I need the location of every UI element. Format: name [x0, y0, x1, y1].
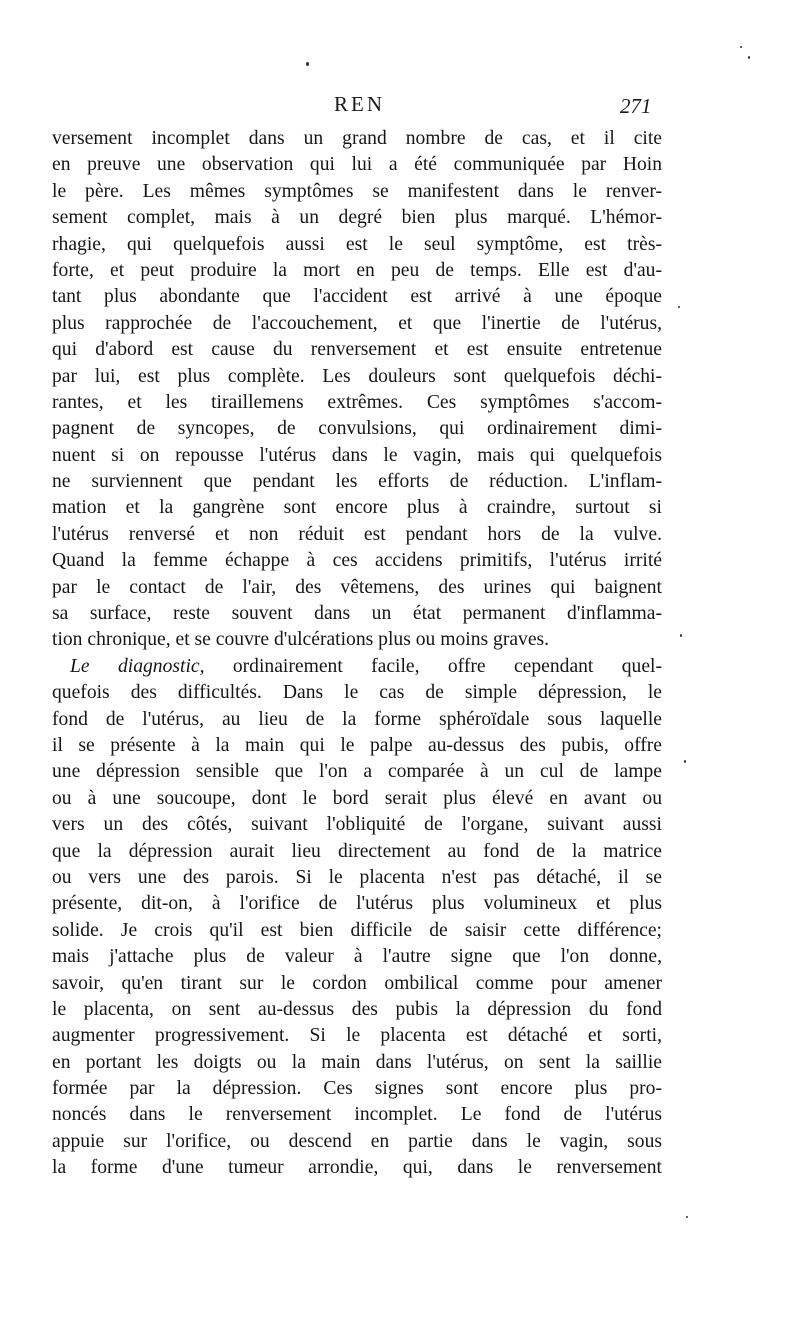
text-line: fond de l'utérus, au lieu de la forme sphéroïdale sous laquelle: [52, 708, 662, 730]
text-line: formée par la dépression. Ces signes sont encore plus pro-: [52, 1078, 662, 1100]
text-line: que la dépression aurait lieu directement au fond de la matrice: [52, 840, 662, 862]
paragraph-lead: Le diagnostic,: [70, 655, 205, 677]
text-line: ne surviennent que pendant les efforts de réduction. L'inflam-: [52, 471, 662, 493]
text-line: forte, et peut produire la mort en peu de temps. Elle est d'au-: [52, 259, 662, 281]
running-head: REN: [334, 92, 385, 116]
text-line: le placenta, on sent au-dessus des pubis la dépression du fond: [52, 998, 662, 1020]
text-line: pagnent de syncopes, de convulsions, qui ordinairement dimi-: [52, 418, 662, 440]
scan-speck: [684, 760, 686, 763]
scan-speck: [686, 1216, 688, 1218]
scan-speck: [306, 62, 309, 66]
text-line: appuie sur l'orifice, ou descend en partie dans le vagin, sous: [52, 1130, 662, 1152]
text-line: nuent si on repousse l'utérus dans le vagin, mais qui quelquefois: [52, 444, 662, 466]
text-line: Quand la femme échappe à ces accidens primitifs, l'utérus irrité: [52, 550, 662, 572]
text-line: le père. Les mêmes symptômes se manifestent dans le renver-: [52, 180, 662, 202]
text-line: tant plus abondante que l'accident est arrivé à une époque: [52, 286, 662, 308]
text-line: plus rapprochée de l'accouchement, et que l'inertie de l'utérus,: [52, 312, 662, 334]
scan-speck: [680, 634, 682, 637]
text-line: quefois des difficultés. Dans le cas de simple dépression, le: [52, 682, 662, 704]
text-line: mation et la gangrène sont encore plus à craindre, surtout si: [52, 497, 662, 519]
text-line: par lui, est plus complète. Les douleurs sont quelquefois déchi-: [52, 365, 662, 387]
paragraph-first-rest: ordinairement facile, offre cependant quel-: [204, 655, 663, 677]
text-line: l'utérus renversé et non réduit est pendant hors de la vulve.: [52, 523, 662, 545]
text-line: ou à une soucoupe, dont le bord serait plus élevé en avant ou: [52, 787, 662, 809]
text-line: augmenter progressivement. Si le placenta est détaché et sorti,: [52, 1025, 662, 1047]
text-line: savoir, qu'en tirant sur le cordon ombilical comme pour amener: [52, 972, 662, 994]
text-line: noncés dans le renversement incomplet. Le fond de l'utérus: [52, 1104, 662, 1126]
paragraph-first-line: [52, 654, 662, 680]
text-line: mais j'attache plus de valeur à l'autre signe que l'on donne,: [52, 946, 662, 968]
text-line: qui d'abord est cause du renversement et est ensuite entretenue: [52, 339, 662, 361]
text-line: la forme d'une tumeur arrondie, qui, dans le renversement: [52, 1157, 662, 1179]
text-line: sement complet, mais à un degré bien plus marqué. L'hémor-: [52, 207, 662, 229]
text-line: en portant les doigts ou la main dans l'utérus, on sent la saillie: [52, 1051, 662, 1073]
text-line: ou vers une des parois. Si le placenta n'est pas détaché, il se: [52, 866, 662, 888]
text-line: une dépression sensible que l'on a comparée à un cul de lampe: [52, 761, 662, 783]
text-line: il se présente à la main qui le palpe au-dessus des pubis, offre: [52, 734, 662, 756]
scan-speck: [748, 56, 750, 59]
text-line: rantes, et les tiraillemens extrêmes. Ces symptômes s'accom-: [52, 391, 662, 413]
text-line: tion chronique, et se couvre d'ulcérations plus ou moins graves.: [52, 629, 550, 651]
page-number: 271: [620, 94, 652, 118]
text-line: en preuve une observation qui lui a été communiquée par Hoin: [52, 154, 662, 176]
text-line: par le contact de l'air, des vêtemens, des urines qui baignent: [52, 576, 662, 598]
scan-speck: [740, 46, 742, 48]
text-line: présente, dit-on, à l'orifice de l'utérus plus volumineux et plus: [52, 893, 662, 915]
text-line: solide. Je crois qu'il est bien difficile de saisir cette différence;: [52, 919, 662, 941]
text-line: sa surface, reste souvent dans un état permanent d'inflamma-: [52, 603, 662, 625]
scan-speck: [678, 306, 680, 308]
text-line: versement incomplet dans un grand nombre de cas, et il cite: [52, 128, 662, 149]
body-text: [52, 126, 662, 1182]
text-line: vers un des côtés, suivant l'obliquité de l'organe, suivant aussi: [52, 814, 662, 836]
text-line: rhagie, qui quelquefois aussi est le seul symptôme, est très-: [52, 233, 662, 255]
